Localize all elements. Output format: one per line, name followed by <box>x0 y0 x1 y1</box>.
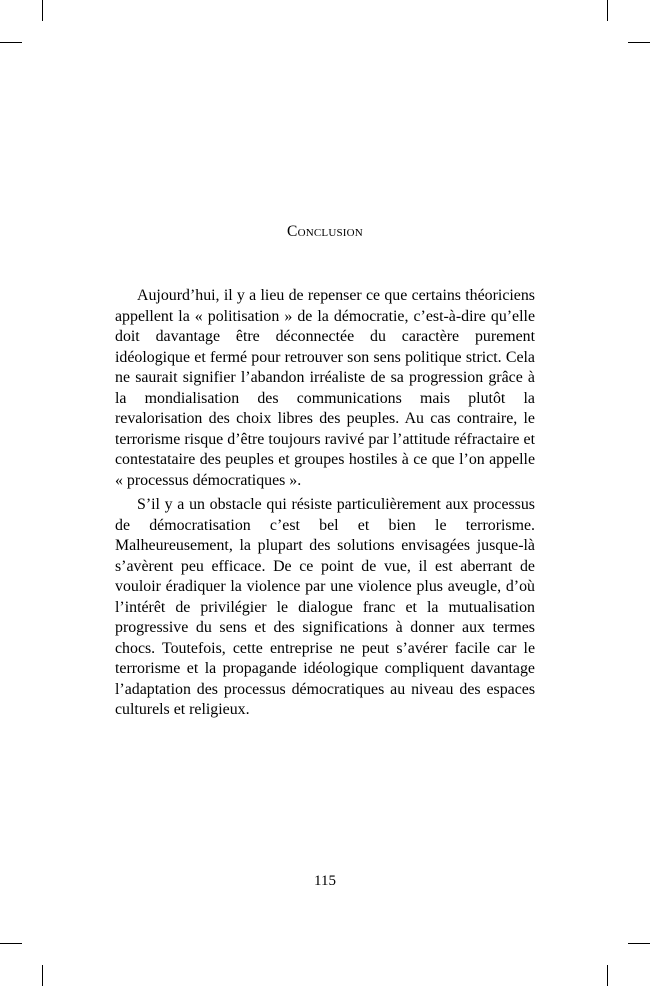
body-text <box>115 286 535 725</box>
crop-mark-bottom-right-horizontal <box>628 943 650 944</box>
crop-mark-bottom-left-horizontal <box>0 943 22 944</box>
crop-mark-top-right-horizontal <box>628 42 650 43</box>
crop-mark-bottom-right-vertical <box>607 965 608 986</box>
crop-mark-top-right-vertical <box>607 0 608 21</box>
paragraph: Aujourd’hui, il y a lieu de repenser ce que certains théoriciens appellent la « politisation » de la démocratie, c’est-à-dire qu’elle doit davantage être déconnectée du caractère purement idéologique et fermé pour retrouver son sens politique strict. Cela ne saurait signifier l’abandon irréaliste de sa progression grâce à la mondialisation des communications mais plutôt la revalorisation des choix libres des peuples. Au cas contraire, le terrorisme risque d’être toujours ravivé par l’attitude réfractaire et contestataire des peuples et groupes hostiles à ce que l’on appelle « processus démocratiques ». <box>115 287 535 489</box>
chapter-title: Conclusion <box>287 223 363 240</box>
page-number: 115 <box>314 873 336 889</box>
crop-mark-bottom-left-vertical <box>42 965 43 986</box>
crop-mark-top-left-horizontal <box>0 42 22 43</box>
paragraph: S’il y a un obstacle qui résiste particulièrement aux processus de démocratisation c’est bel et bien le terrorisme. Malheureusement, la plupart des solutions envisagées jusque-là s’avèrent peu efficace. De ce point de vue, il est aberrant de vouloir éradiquer la violence par une violence plus aveugle, d’où l’intérêt de privilégier le dialogue franc et la mutualisation progressive du sens et des significations à donner aux termes chocs. Toutefois, cette entreprise ne peut s’avérer facile car le terrorisme et la propagande idéologique compliquent davantage l’adaptation des processus démocratiques au niveau des espaces culturels et religieux. <box>115 496 535 718</box>
crop-mark-top-left-vertical <box>42 0 43 21</box>
